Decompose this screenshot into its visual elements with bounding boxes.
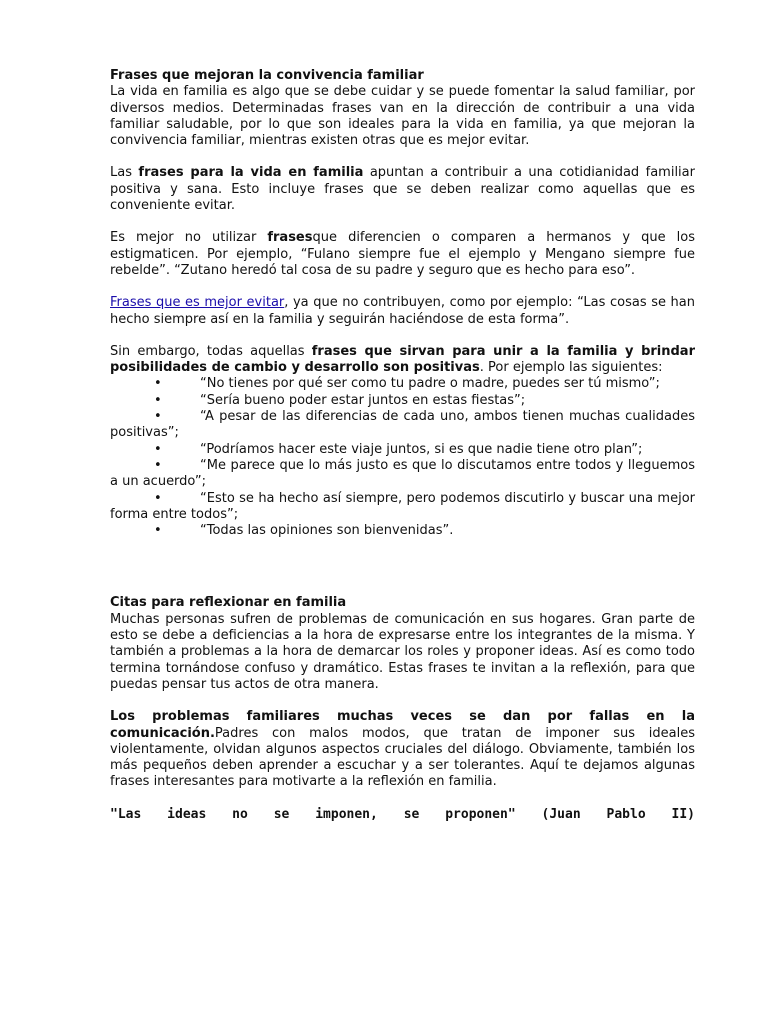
bullet-icon: • bbox=[154, 392, 162, 408]
bold-phrase: frases bbox=[267, 230, 313, 246]
bullet-icon: • bbox=[154, 457, 162, 473]
positive-phrases-list bbox=[110, 376, 695, 539]
list-item bbox=[110, 393, 695, 409]
text-fragment: Sin embargo, todas aquellas bbox=[110, 343, 312, 359]
paragraph-frases-evitar bbox=[110, 295, 695, 328]
text-fragment: . Por ejemplo las siguientes: bbox=[479, 360, 663, 376]
text-fragment: que diferencien o comparen a hermanos y que los estigmaticen. Por ejemplo, “Fulano siempre fue el ejemplo y Mengano siempre fue rebelde”. “Zutano heredó tal cosa de su padre y seguro que es hecho para eso”. bbox=[110, 230, 695, 278]
bullet-icon: • bbox=[154, 376, 162, 392]
bullet-icon: • bbox=[154, 409, 162, 425]
list-item bbox=[110, 409, 695, 442]
list-item bbox=[110, 523, 695, 539]
paragraph-problemas-familiares bbox=[110, 709, 695, 790]
list-item bbox=[110, 376, 695, 392]
paragraph-intro: La vida en familia es algo que se debe cuidar y se puede fomentar la salud familiar, por diversos medios. Determinadas frases van en la dirección de contribuir a una vida familiar saludable, por lo que son ideales para la vida en familia, ya que mejoran la convivencia familiar, mientras existen otras que es mejor evitar. bbox=[110, 84, 695, 149]
text-fragment: apuntan a contribuir a una cotidianidad familiar positiva y sana. Esto incluye frases que se deben realizar como aquellas que es conveniente evitar. bbox=[110, 165, 695, 214]
bold-phrase: frases que sirvan para unir a la familia y brindar posibilidades de cambio y desarrollo son positivas bbox=[110, 343, 695, 376]
bullet-icon: • bbox=[154, 490, 162, 506]
paragraph-comunicacion: Muchas personas sufren de problemas de comunicación en sus hogares. Gran parte de esto se debe a deficiencias a la hora de expresarse entre los integrantes de la misma. Y también a problemas a la hora de demarcar los roles y proponer ideas. Así es como todo termina tornándose confuso y dramático. Estas frases te invitan a la reflexión, para que puedas pensar tus actos de otra manera. bbox=[110, 611, 695, 692]
quote-juan-pablo: "Las ideas no se imponen, se proponen" (Juan Pablo II) bbox=[110, 806, 695, 822]
document-body bbox=[110, 68, 695, 823]
section-title-convivencia: Frases que mejoran la convivencia familiar bbox=[110, 68, 424, 83]
text-fragment: Las bbox=[110, 165, 139, 181]
list-item-text: “A pesar de las diferencias de cada uno, ambos tienen muchas cualidades positivas”; bbox=[110, 409, 695, 441]
list-item-text: “Esto se ha hecho así siempre, pero podemos discutirlo y buscar una mejor forma entre todos”; bbox=[110, 490, 695, 522]
link-frases-evitar[interactable]: Frases que es mejor evitar bbox=[110, 295, 285, 311]
bold-phrase: frases para la vida en familia bbox=[138, 165, 364, 181]
list-item bbox=[110, 491, 695, 524]
text-fragment: , ya que no contribuyen, como por ejemplo: “Las cosas se han hecho siempre así en la familia y seguirán haciéndose de esta forma”. bbox=[110, 295, 695, 327]
list-item-text: “Sería bueno poder estar juntos en estas fiestas”; bbox=[200, 392, 526, 408]
paragraph-no-utilizar bbox=[110, 230, 695, 279]
section-title-citas: Citas para reflexionar en familia bbox=[110, 595, 347, 611]
paragraph-frases-vida-familia bbox=[110, 165, 695, 214]
text-fragment: Padres con malos modos, que tratan de imponer sus ideales violentamente, olvidan algunos aspectos cruciales del diálogo. Obviamente, también los más pequeños deben aprender a escuchar y a ser tolerantes. Aquí te dejamos algunas frases interesantes para motivarte a la reflexión en familia. bbox=[110, 725, 695, 790]
text-fragment: Es mejor no utilizar bbox=[110, 230, 268, 246]
list-item-text: “Me parece que lo más justo es que lo discutamos entre todos y lleguemos a un acuerdo”; bbox=[110, 457, 695, 490]
paragraph-sin-embargo bbox=[110, 344, 695, 377]
bullet-icon: • bbox=[154, 441, 162, 457]
list-item bbox=[110, 458, 695, 491]
bullet-icon: • bbox=[154, 523, 162, 539]
list-item-text: “No tienes por qué ser como tu padre o madre, puedes ser tú mismo”; bbox=[200, 376, 660, 392]
section-spacer bbox=[110, 539, 695, 595]
list-item-text: “Podríamos hacer este viaje juntos, si es que nadie tiene otro plan”; bbox=[200, 441, 643, 457]
bold-phrase: Los problemas familiares muchas veces se dan por fallas en la comunicación. bbox=[110, 709, 695, 741]
list-item-text: “Todas las opiniones son bienvenidas”. bbox=[200, 523, 454, 539]
list-item bbox=[110, 442, 695, 458]
